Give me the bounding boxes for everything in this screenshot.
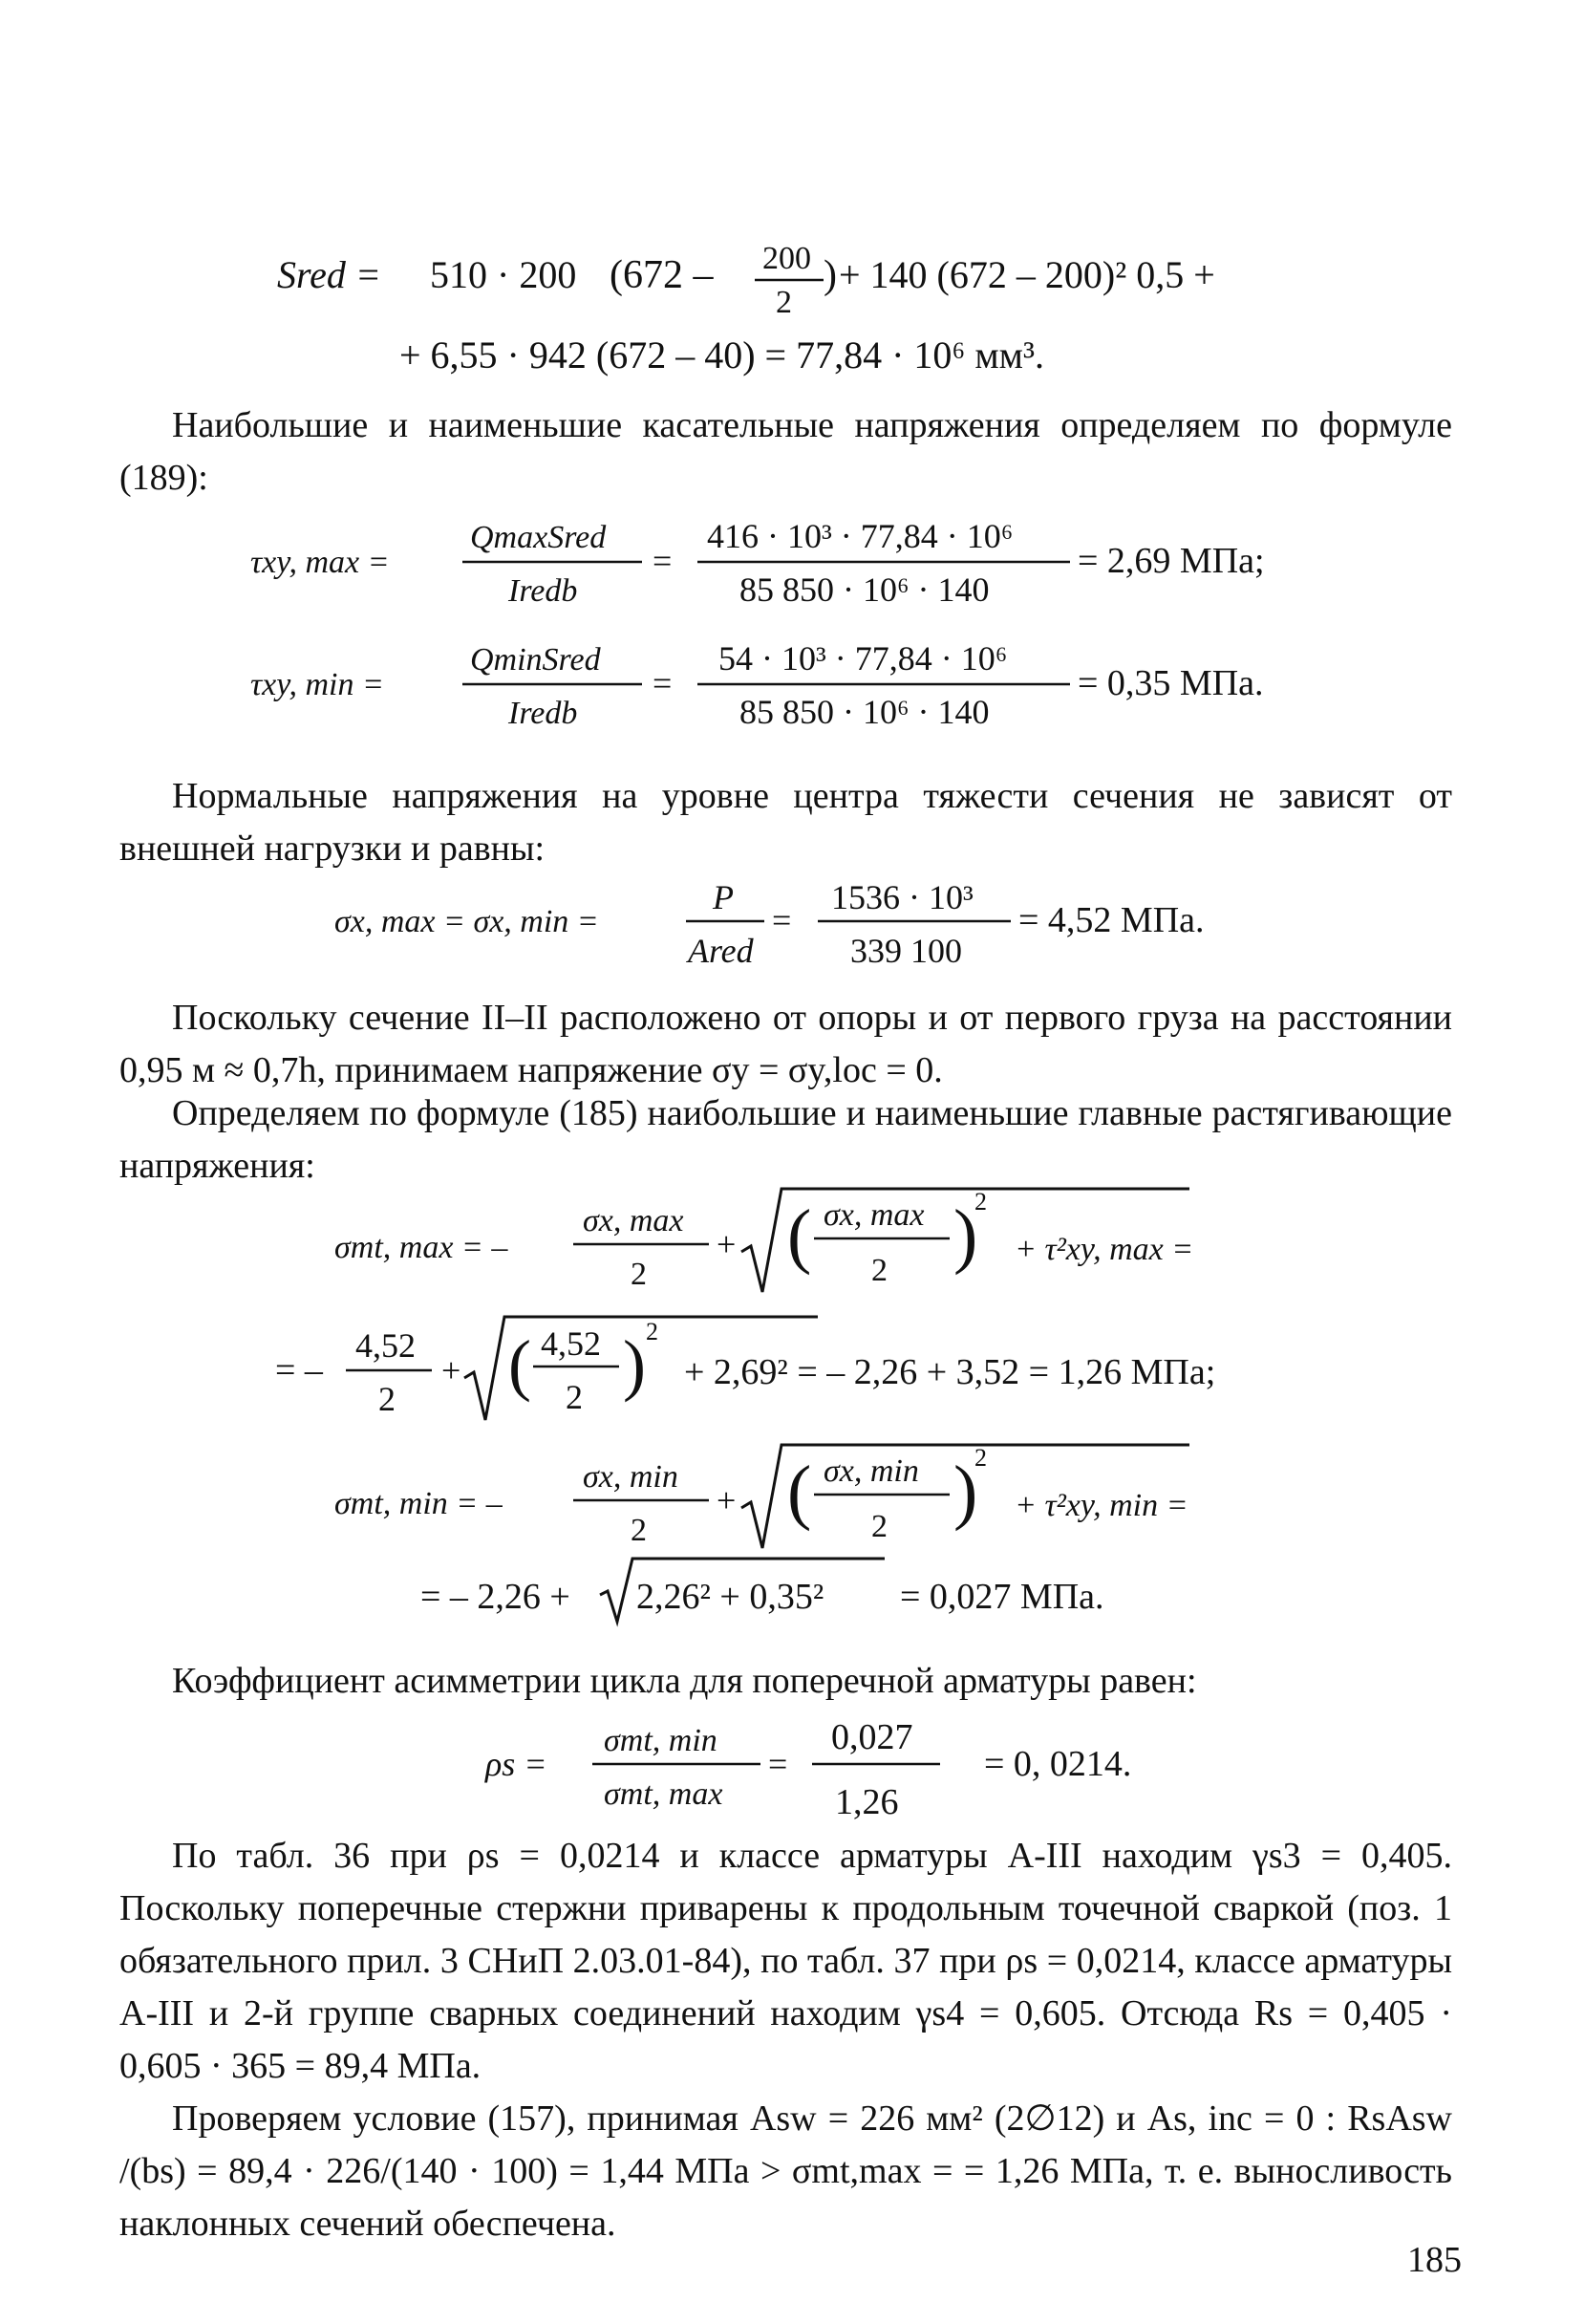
equation-s-red (0, 244, 1584, 387)
paragraph-check (119, 2093, 1452, 2250)
eq-tau-max-eq: = (653, 542, 673, 580)
eq-tau-max-lhs: τxy, max = (250, 545, 390, 580)
eq-smt-max-tail: + τ²xy, max = (1015, 1232, 1194, 1267)
eq-s-red-paren-close: ) (824, 253, 837, 297)
eq-smt-min-paren-close: ) (953, 1452, 978, 1532)
eq-smt-max-frac-num: σx, max (583, 1203, 684, 1238)
paragraph-normal-stress-text: Нормальные напряжения на уровне центра тяжести сечения не зависят от внешней нагрузки и равны: (119, 776, 1452, 869)
eq-sigma-x-f1-den: Ared (688, 932, 754, 970)
eq-smt-max-val-paren-close: ) (623, 1326, 646, 1403)
eq-s-red-frac-den: 2 (776, 285, 792, 320)
paragraph-asymmetry (119, 1655, 1452, 1708)
paragraph-shear-intro (119, 399, 1452, 505)
eq-tau-max-result: = 2,69 МПа; (1078, 541, 1265, 581)
eq-smt-min-root-num: σx, min (824, 1453, 919, 1489)
paragraph-section-text: Поскольку сечение II–II расположено от опоры и от первого груза на расстоянии 0,95 м ≈ 0,7h, принимаем напряжение σy = σy,loc = 0. (119, 998, 1452, 1090)
eq-rho-result: = 0, 0214. (984, 1744, 1132, 1784)
eq-smt-max-frac-den: 2 (631, 1257, 647, 1292)
eq-smt-min-square: 2 (974, 1444, 987, 1472)
paragraph-section (119, 992, 1452, 1097)
eq-tau-max-f2-num: 416 · 10³ · 77,84 · 10⁶ (707, 517, 1014, 555)
paragraph-asymmetry-text: Коэффициент асимметрии цикла для поперечной арматуры равен: (172, 1661, 1197, 1701)
eq-tau-min-lhs: τxy, min = (250, 667, 384, 702)
eq-smt-min-tail: + τ²xy, min = (1015, 1488, 1188, 1523)
equation-rho (0, 1709, 1584, 1828)
eq-smt-max-plus: + (717, 1225, 737, 1263)
eq-smt-max-lhs: σmt, max = – (334, 1230, 508, 1265)
eq-rho-f1-num: σmt, min (604, 1723, 717, 1758)
eq-rho-f2-num: 0,027 (831, 1717, 913, 1757)
eq-sigma-x-f2-num: 1536 · 10³ (831, 878, 974, 916)
eq-smt-max-root-den: 2 (871, 1253, 888, 1288)
eq-sigma-x-f2-den: 339 100 (850, 932, 962, 970)
eq-sigma-x-f1-num: P (713, 878, 734, 916)
eq-tau-max-f1-den: Iredb (508, 573, 578, 609)
eq-sigma-x-lhs: σx, max = σx, min = (334, 904, 599, 939)
eq-s-red-lhs: Sred = (277, 253, 381, 296)
eq-s-red-paren-open: (672 – (610, 253, 714, 297)
eq-sigma-x-eq: = (772, 901, 792, 939)
eq-smt-max-val-tail: + 2,69² = – 2,26 + 3,52 = 1,26 МПа; (684, 1352, 1216, 1392)
eq-smt-max-val-root-den: 2 (566, 1378, 583, 1416)
paragraph-normal-stress (119, 770, 1452, 875)
eq-rho-lhs: ρs = (485, 1745, 547, 1783)
eq-smt-max-val-square: 2 (646, 1318, 658, 1345)
eq-smt-min-root-den: 2 (871, 1509, 888, 1544)
eq-s-red-line1: 510 · 200 (430, 253, 577, 296)
eq-sigma-x-result: = 4,52 МПа. (1018, 900, 1205, 940)
eq-tau-min-f2-num: 54 · 10³ · 77,84 · 10⁶ (718, 639, 1008, 678)
equation-sigma-mt-min (0, 1433, 1584, 1558)
eq-smt-max-val-frac-den: 2 (378, 1380, 396, 1418)
equation-tau-max (0, 511, 1584, 616)
eq-s-red-frac-num: 200 (762, 244, 811, 276)
eq-tau-min-result: = 0,35 МПа. (1078, 663, 1264, 703)
eq-tau-max-f1-num: QmaxSred (470, 520, 607, 555)
equation-sigma-x (0, 874, 1584, 979)
eq-tau-max-f2-den: 85 850 · 10⁶ · 140 (739, 570, 990, 609)
eq-smt-max-paren-close: ) (953, 1195, 978, 1276)
eq-smt-min-val-root: 2,26² + 0,35² (636, 1577, 824, 1617)
paragraph-table (119, 1830, 1452, 2093)
eq-smt-max-val-plus: + (441, 1351, 461, 1389)
paragraph-check-text: Проверяем условие (157), принимая Asw = 226 мм² (2∅12) и As, inc = 0 : RsAsw /(bs) = 89,4 · 226/(140 · 100) = 1,44 МПа > σmt,max = = 1,26 МПа, т. е. выносливость наклонных сечений обеспечена. (119, 2098, 1452, 2244)
eq-smt-max-paren-open: ( (787, 1195, 812, 1276)
equation-tau-min (0, 634, 1584, 739)
eq-smt-min-lhs: σmt, min = – (334, 1486, 503, 1521)
eq-smt-min-paren-open: ( (787, 1452, 812, 1532)
equation-sigma-mt-max-values (0, 1307, 1584, 1431)
eq-rho-f2-den: 1,26 (835, 1782, 899, 1822)
eq-tau-min-f1-num: QminSred (470, 642, 601, 678)
eq-s-red-line2: + 6,55 · 942 (672 – 40) = 77,84 · 10⁶ мм³. (399, 334, 1044, 377)
eq-smt-min-val-tail: = 0,027 МПа. (900, 1577, 1104, 1617)
eq-smt-max-root-num: σx, max (824, 1197, 925, 1233)
eq-rho-eq: = (768, 1745, 788, 1783)
equation-sigma-mt-max (0, 1177, 1584, 1302)
eq-tau-min-f2-den: 85 850 · 10⁶ · 140 (739, 693, 990, 731)
eq-smt-min-val-lead: = – 2,26 + (420, 1577, 570, 1617)
eq-smt-max-val-paren-open: ( (508, 1326, 531, 1403)
eq-rho-f1-den: σmt, max (604, 1776, 723, 1812)
eq-tau-min-eq: = (653, 664, 673, 702)
eq-smt-max-val-lead: = – (275, 1350, 323, 1390)
paragraph-shear-intro-text: Наибольшие и наименьшие касательные напряжения определяем по формуле (189): (119, 405, 1452, 498)
eq-tau-min-f1-den: Iredb (508, 696, 578, 731)
eq-smt-max-val-frac-num: 4,52 (355, 1326, 416, 1365)
eq-smt-max-square: 2 (974, 1188, 987, 1216)
eq-smt-max-val-root-num: 4,52 (541, 1324, 601, 1363)
eq-smt-min-frac-den: 2 (631, 1513, 647, 1548)
equation-sigma-mt-min-values (0, 1553, 1584, 1639)
paragraph-table-text: По табл. 36 при ρs = 0,0214 и классе арматуры А-III находим γs3 = 0,405. Поскольку поперечные стержни приварены к продольным точечной сваркой (поз. 1 обязательного прил. 3 СНиП 2.03.01-84), по табл. 37 при ρs = 0,0214, классе арматуры А-III и 2-й группе сварных соединений находим γs4 = 0,605. Отсюда Rs = 0,405 · 0,605 · 365 = 89,4 МПа. (119, 1836, 1452, 2086)
paragraph-principal-text: Определяем по формуле (185) наибольшие и наименьшие главные растягивающие напряжения: (119, 1093, 1452, 1186)
eq-smt-min-plus: + (717, 1481, 737, 1519)
page-number: 185 (1407, 2240, 1462, 2280)
eq-s-red-line1-rest: + 140 (672 – 200)² 0,5 + (839, 253, 1215, 296)
eq-smt-min-frac-num: σx, min (583, 1459, 678, 1495)
